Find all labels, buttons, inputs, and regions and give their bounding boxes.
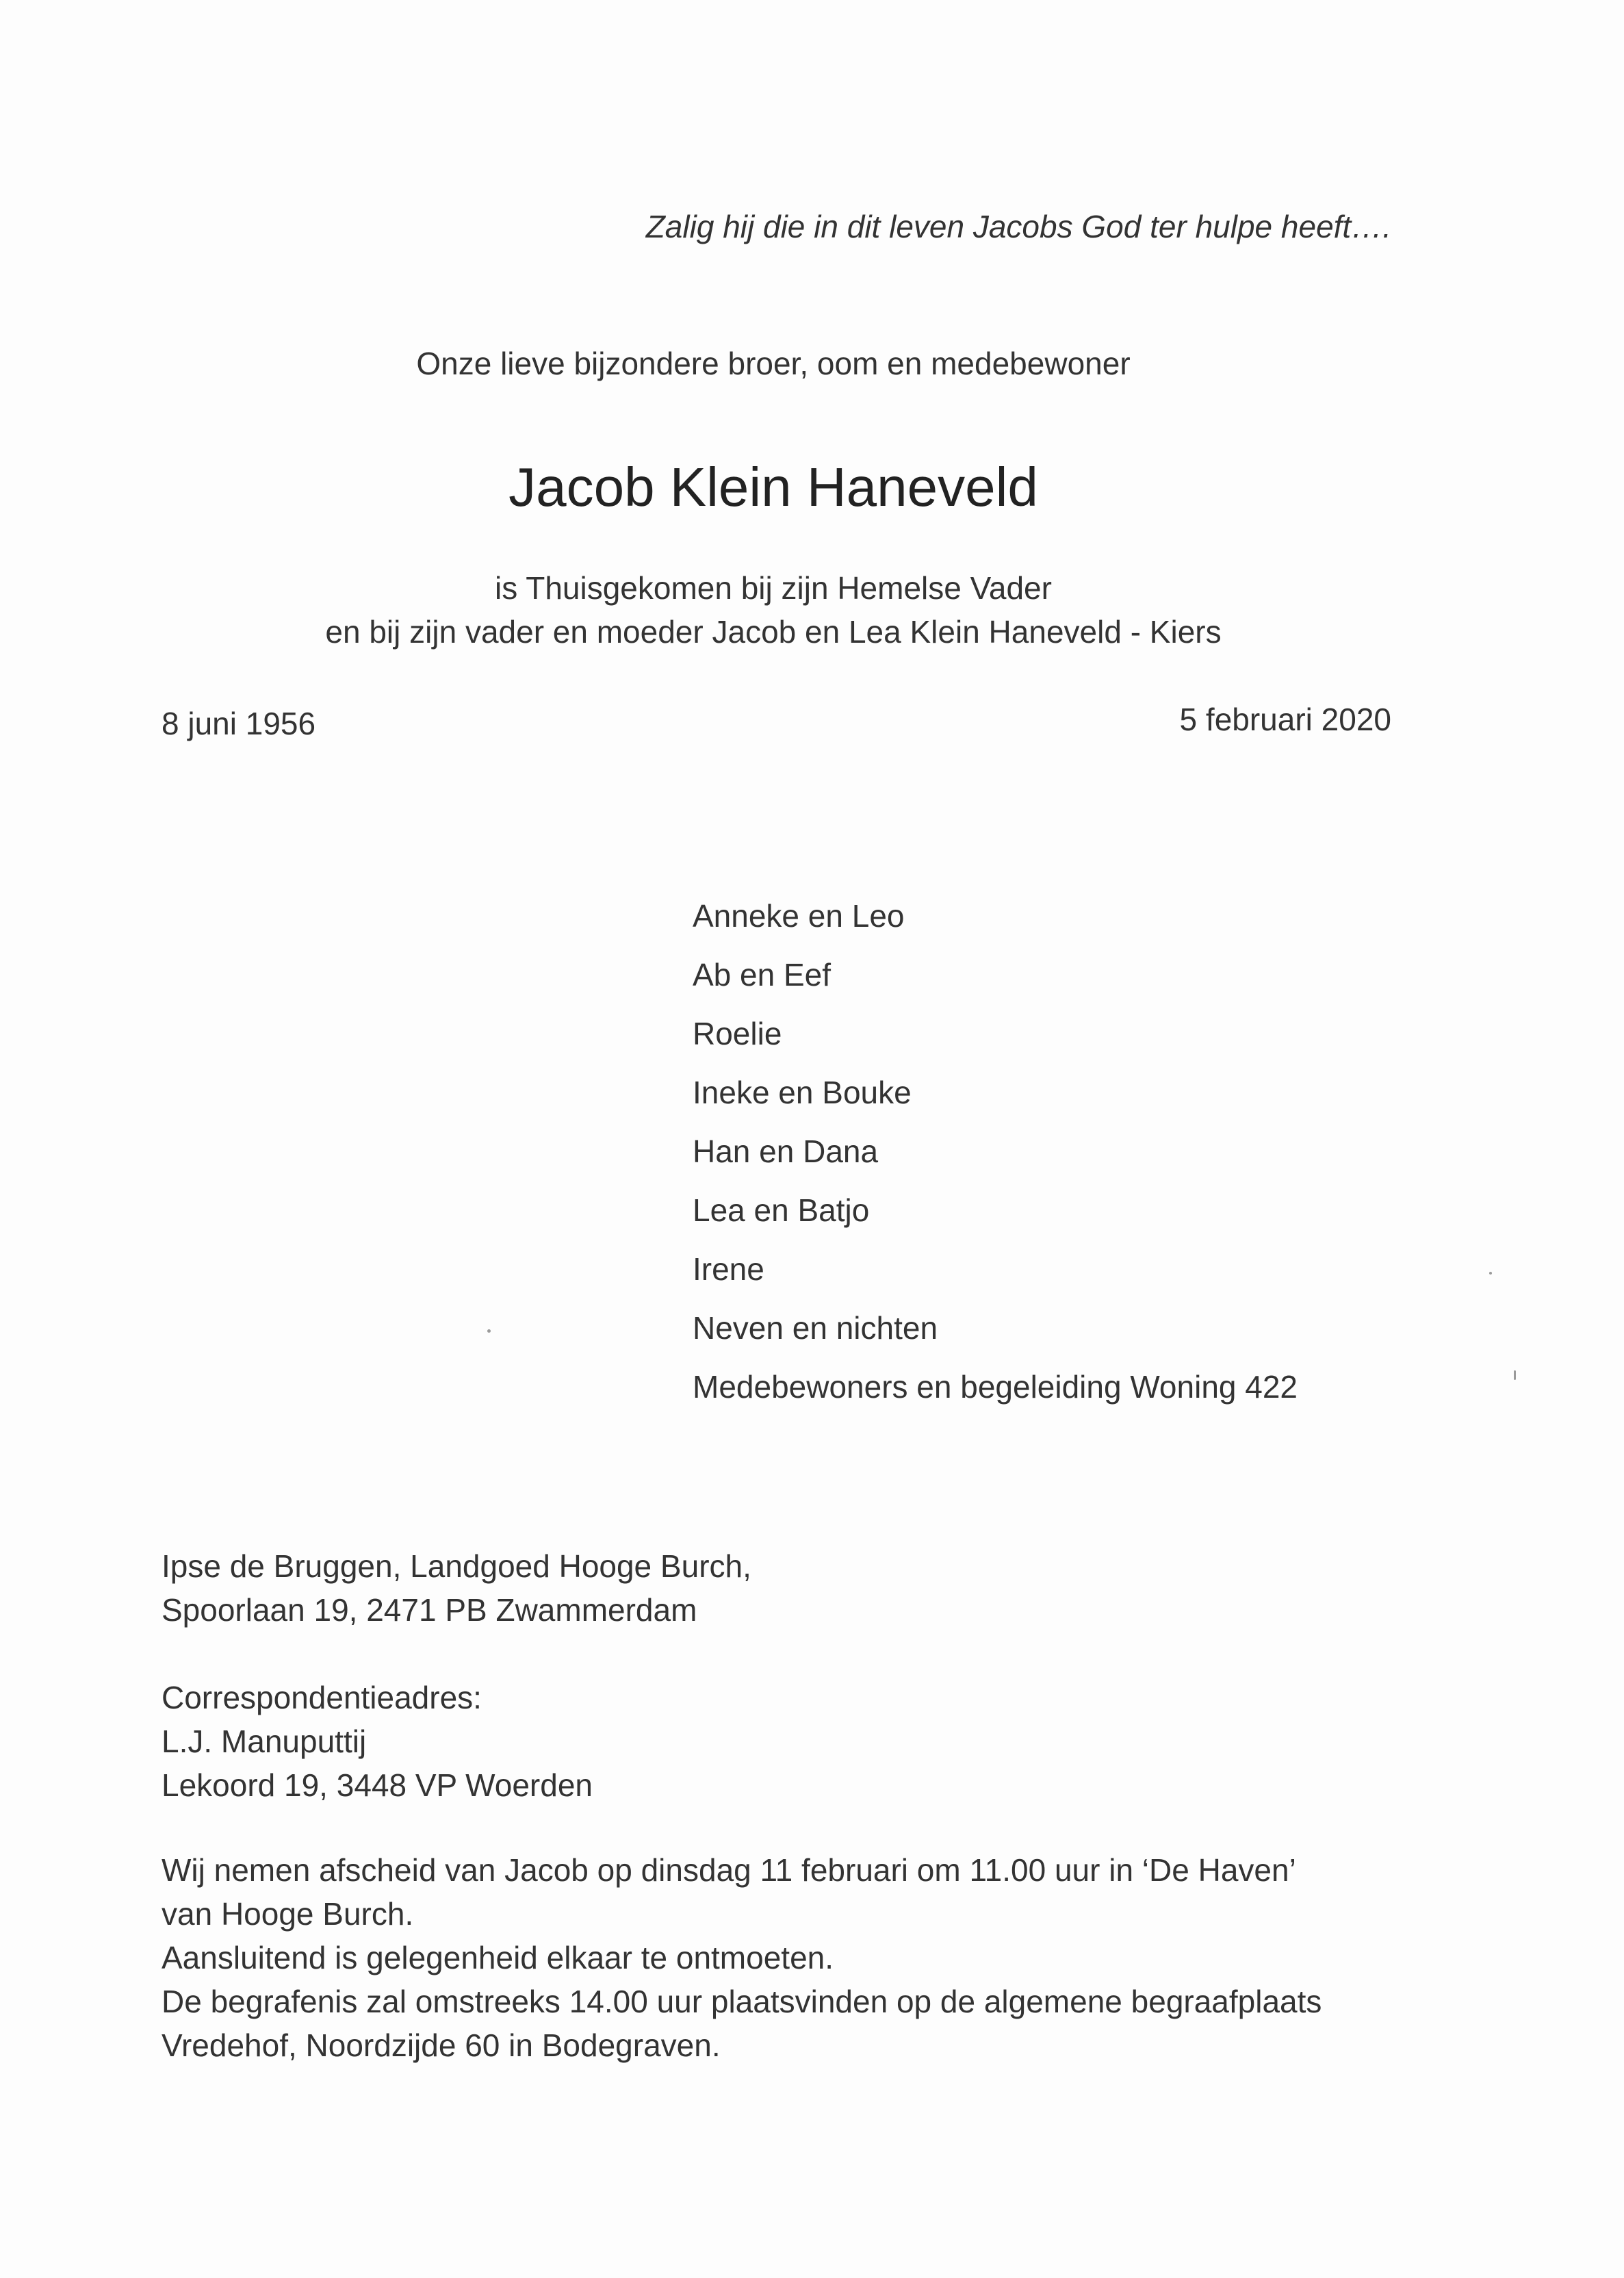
notice-line: Vredehof, Noordzijde 60 in Bodegraven. [162, 2027, 721, 2063]
ceremony-notice [162, 1848, 1322, 2067]
family-member: Anneke en Leo [693, 898, 905, 934]
family-member: Ineke en Bouke [693, 1075, 912, 1110]
residence-line: Ipse de Bruggen, Landgoed Hooge Burch, [162, 1548, 751, 1584]
notice-line: van Hooge Burch. [162, 1896, 414, 1932]
family-member: Lea en Batjo [693, 1192, 870, 1228]
correspondence-name: L.J. Manuputtij [162, 1724, 367, 1759]
family-member: Medebewoners en begeleiding Woning 422 [693, 1369, 1298, 1405]
death-date: 5 februari 2020 [1179, 702, 1391, 737]
correspondence-label: Correspondentieadres: [162, 1680, 482, 1715]
notice-line: De begrafenis zal omstreeks 14.00 uur plaatsvinden op de algemene begraafplaats [162, 1984, 1322, 2019]
residence-line: Spoorlaan 19, 2471 PB Zwammerdam [162, 1592, 697, 1628]
family-member: Roelie [693, 1016, 782, 1051]
residence-address [162, 1544, 751, 1632]
notice-line: Wij nemen afscheid van Jacob op dinsdag 11 februari om 11.00 uur in ‘De Haven’ [162, 1852, 1296, 1888]
scan-speck [1489, 1272, 1492, 1275]
homecoming-line: is Thuisgekomen bij zijn Hemelse Vader [495, 570, 1052, 606]
family-member: Han en Dana [693, 1134, 879, 1169]
deceased-name: Jacob Klein Haneveld [508, 457, 1038, 517]
notice-line: Aansluitend is gelegenheid elkaar te ontmoeten. [162, 1940, 834, 1975]
scan-speck [487, 1329, 491, 1333]
family-member: Neven en nichten [693, 1310, 938, 1346]
correspondence-street: Lekoord 19, 3448 VP Woerden [162, 1767, 593, 1803]
parents-line: en bij zijn vader en moeder Jacob en Lea Klein Haneveld - Kiers [325, 614, 1222, 650]
scan-speck [1514, 1370, 1516, 1380]
family-member: Irene [693, 1251, 764, 1287]
motto-verse: Zalig hij die in dit leven Jacobs God ter hulpe heeft…. [645, 209, 1391, 244]
family-member: Ab en Eef [693, 957, 832, 993]
intro-line: Onze lieve bijzondere broer, oom en medebewoner [416, 346, 1131, 381]
family-list [693, 897, 1298, 1426]
birth-date: 8 juni 1956 [162, 706, 316, 741]
correspondence-address [162, 1676, 593, 1807]
